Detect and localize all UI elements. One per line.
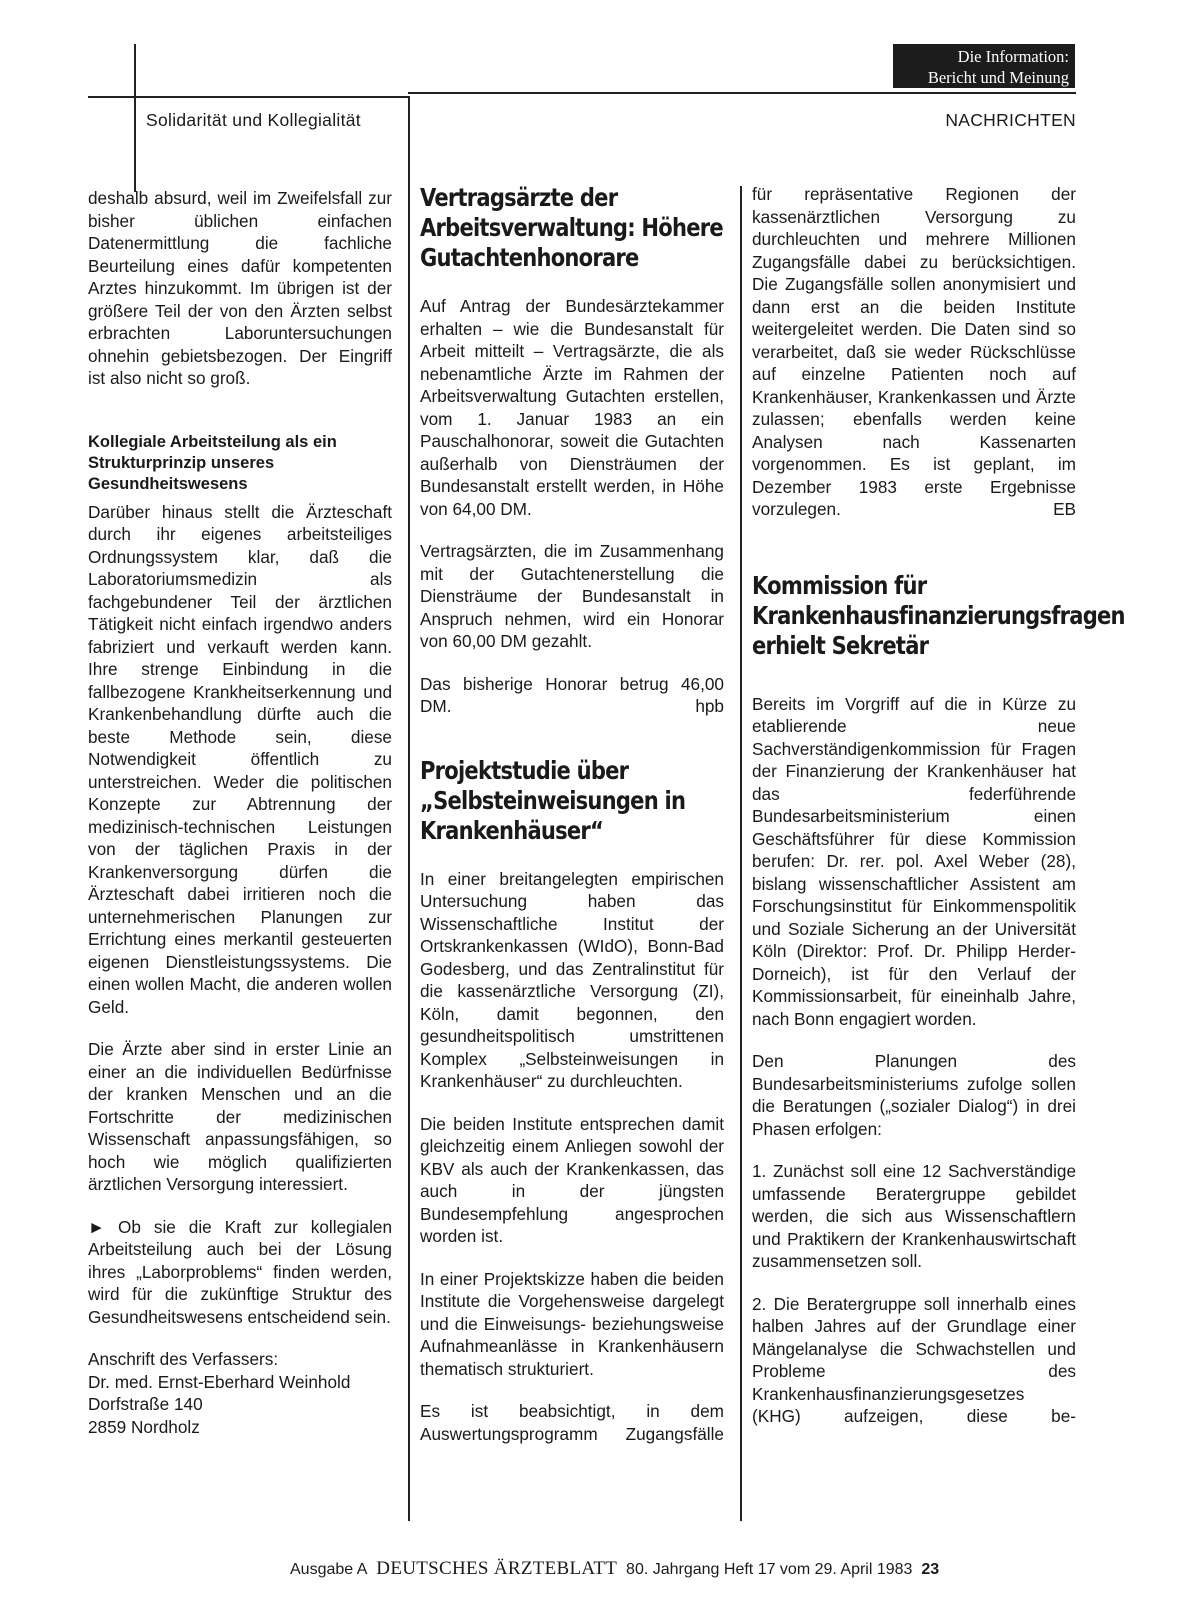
article2-paragraph-4: Es ist beabsichtigt, in dem Auswertungsprogramm Zugangsfälle <box>420 1401 724 1444</box>
section-badge-line2: Bericht und Meinung <box>927 68 1069 87</box>
article2-paragraph-1: In einer breitangelegten empirischen Untersuchung haben das Wissenschaftliche Institut der Ortskrankenkassen (WIdO), Bonn-Bad Godesberg, und das Zentralinstitut für die kassenärztliche Versorgung (ZI), Köln, damit begonnen, den gesundheitspolitisch umstrittenen Komplex „Selbsteinweisungen in Krankenhäuser“ zu durchleuchten. <box>420 868 724 1091</box>
headline-kommission: Kommission für Krankenhausfinanzierungsfragen erhielt Sekretär <box>752 570 1125 660</box>
footer-edition: Ausgabe A <box>290 1561 368 1578</box>
headline-vertragsaerzte: Vertragsärzte der Arbeitsverwaltung: Höhere Gutachtenhonorare <box>420 183 723 272</box>
col1-paragraph-4-text: Ob sie die Kraft zur kollegialen Arbeitsteilung auch bei der Lösung ihres „Laborproblems“ finden werden, wird für die zukünftige Struktur des Gesundheitswesens entscheidend sein. <box>88 1216 393 1327</box>
article3-paragraph-4: 2. Die Beratergruppe soll innerhalb eines halben Jahres auf der Grundlage einer Mängelanalyse die Schwachstellen und Probleme des Krankenhausfinanzierungsgesetzes (KHG) aufzeigen, diese be- <box>752 1293 1076 1426</box>
address-street: Dorfstraße 140 <box>88 1394 203 1414</box>
article1-paragraph-2: Vertragsärzten, die im Zusammenhang mit der Gutachtenerstellung die Diensträume der Bundesanstalt in Anspruch nehmen, wird ein Honorar von 60,00 DM gezahlt. <box>420 541 724 651</box>
article1-paragraph-1: Auf Antrag der Bundesärztekammer erhalten – wie die Bundesanstalt für Arbeit mitteilt – Vertragsärzte, die als nebenamtliche Ärzte im Rahmen der Arbeitsverwaltung Gutachten erstellen, vom 1. Januar 1983 an ein Pauschalhonorar, soweit die Gutachten außerhalb von Diensträumen der Bundesanstalt erstellt werden, in Höhe von 64,00 DM. <box>420 296 724 519</box>
column-2 <box>420 183 724 1465</box>
section-badge <box>893 44 1075 88</box>
article2-paragraph-3: In einer Projektskizze haben die beiden Institute die Vorgehensweise dargelegt und die Einweisungs- beziehungsweise Aufnahmeanlässe in Krankenhäusern thematisch strukturiert. <box>420 1268 724 1379</box>
col1-paragraph-4 <box>88 1216 392 1329</box>
article3-paragraph-2: Den Planungen des Bundesarbeitsministeriums zufolge sollen die Beratungen („sozialer Dialog“) in drei Phasen erfolgen: <box>752 1051 1076 1139</box>
column-3 <box>752 183 1125 1448</box>
page-number: 23 <box>921 1561 940 1578</box>
col1-subheading: Kollegiale Arbeitsteilung als ein Strukturprinzip unseres Gesundheitswesens <box>88 432 337 493</box>
article1-paragraph-3 <box>420 673 724 718</box>
article2-paragraph-2: Die beiden Institute entsprechen damit gleichzeitig einem Anliegen sowohl der KBV als auch der Krankenkassen, das auch in der jüngsten Bundesempfehlung angesprochen worden ist. <box>420 1113 724 1246</box>
headline-projektstudie: Projektstudie über „Selbsteinweisungen in Krankenhäuser“ <box>420 755 686 845</box>
column-rule-2 <box>740 186 742 1521</box>
running-head-left: Solidarität und Kollegialität <box>146 110 361 130</box>
column-rule-1 <box>408 96 410 1521</box>
arrow-marker-icon: ► <box>88 1216 106 1237</box>
address-city: 2859 Nordholz <box>88 1416 200 1437</box>
col1-paragraph-2: Darüber hinaus stellt die Ärzteschaft durch ihr eigenes arbeitsteiliges Ordnungssystem klar, daß die Laboratoriumsmedizin als fachgebundener Teil der ärztlichen Tätigkeit nicht einfach irgendwo anders fabriziert und verkauft werden kann. Ihre strenge Einbindung in die fallbezogene Krankheitserkennung und Krankenbehandlung dürfte auch die beste Methode sein, diese Notwendigkeit öffentlich zu unterstreichen. Weder die politischen Konzepte zur Abtrennung der medizinisch-technischen Leistungen von der täglichen Praxis in der Krankenversorgung dürfen die Ärzteschaft dabei irritieren noch die unternehmerischen Planungen zur Errichtung eines merkantil gesteuerten eigenen Dienstleistungssystems. Die einen wollen Macht, die anderen wollen Geld. <box>88 501 392 1017</box>
footer-issue: 80. Jahrgang Heft 17 vom 29. April 1983 <box>626 1561 913 1578</box>
article3-paragraph-3: 1. Zunächst soll eine 12 Sachverständige umfassende Beratergruppe gebildet werden, die sich aus Wissenschaftlern und Praktikern der Krankenhauswirtschaft zusammensetzen soll. <box>752 1161 1076 1271</box>
article2-continuation-text: für repräsentative Regionen der kassenärztlichen Versorgung zu durchleuchten und mehrere Millionen Zugangsfälle dabei zu berücksichtigen. Die Zugangsfälle sollen anonymisiert und dann erst an die beiden Institute weitergeleitet werden. Die Daten sind so verarbeitet, daß sie weder Rückschlüsse auf einzelne Patienten noch auf Krankenhäuser, Krankenkassen und Ärzte zulassen; ebenfalls werden keine Analysen nach Kassenarten vorgenommen. Es ist geplant, im Dezember 1983 erste Ergebnisse vorzulegen. <box>752 184 1076 519</box>
column-1 <box>88 187 392 1438</box>
page-footer <box>290 1558 1076 1580</box>
col1-paragraph-1: deshalb absurd, weil im Zweifelsfall zur bisher üblichen einfachen Datenermittlung die fachliche Beurteilung eines dafür kompetenten Arztes hinzukommt. Im übrigen ist der größere Teil der von den Ärzten selbst erbrachten Laboruntersuchungen ohnehin gebietsbezogen. Der Eingriff ist also nicht so groß. <box>88 188 392 388</box>
article3-paragraph-1: Bereits im Vorgriff auf die in Kürze zu etablierende neue Sachverständigenkommission für Fragen der Finanzierung der Krankenhäuser hat das federführende Bundesarbeitsministerium einen Geschäftsführer für diese Kommission berufen: Dr. rer. pol. Axel Weber (28), bislang wissenschaftlicher Assistent am Forschungsinstitut für Einkommenspolitik und Soziale Sicherung an der Universität Köln (Direktor: Prof. Dr. Philipp Herder-Dorneich), ist für den Verlauf der Kommissionsarbeit, für eineinhalb Jahre, nach Bonn engagiert worden. <box>752 693 1076 1029</box>
article2-signature: EB <box>1053 499 1076 519</box>
section-badge-line1: Die Information: <box>957 47 1069 66</box>
address-label: Anschrift des Verfassers: <box>88 1349 279 1369</box>
article1-paragraph-3-text: Das bisherige Honorar betrug 46,00 DM. <box>420 673 724 716</box>
header-rule-left <box>88 96 408 98</box>
footer-magazine: DEUTSCHES ÄRZTEBLATT <box>376 1558 618 1579</box>
running-head-right: NACHRICHTEN <box>945 110 1076 130</box>
author-address <box>88 1348 392 1438</box>
article1-signature: hpb <box>695 696 724 716</box>
article2-continuation <box>752 183 1076 521</box>
header-rule-right <box>408 92 1076 94</box>
col1-paragraph-3: Die Ärzte aber sind in erster Linie an einer an die individuellen Bedürfnisse der kranken Menschen und an die Fortschritte der medizinischen Wissenschaft anpassungsfähigen, so hoch wie möglich qualifizierten ärztlichen Versorgung interessiert. <box>88 1039 392 1194</box>
top-vertical-rule <box>134 44 136 192</box>
address-name: Dr. med. Ernst-Eberhard Weinhold <box>88 1371 351 1392</box>
